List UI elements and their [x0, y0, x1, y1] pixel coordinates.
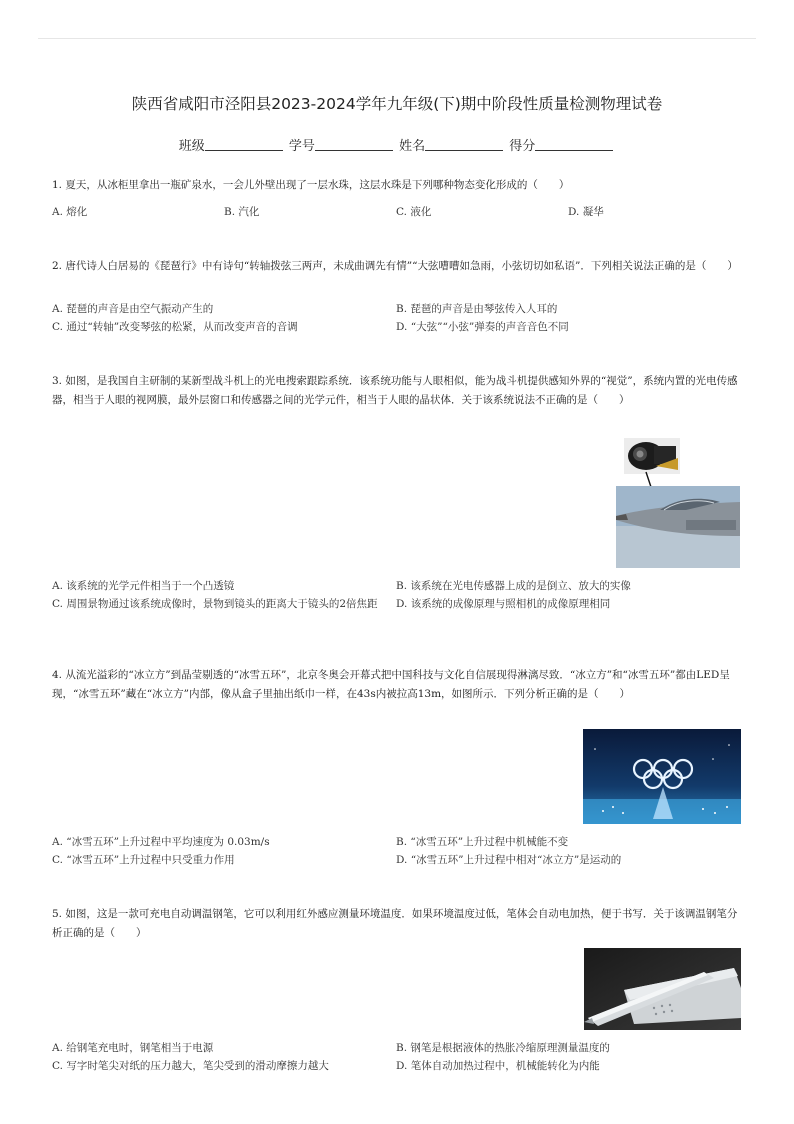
- heated-pen-figure: [584, 948, 741, 1030]
- score-blank[interactable]: [535, 138, 613, 151]
- q4-option-c[interactable]: C. “冰雪五环”上升过程中只受重力作用: [52, 854, 235, 866]
- question-2-stem: 2. 唐代诗人白居易的《琵琶行》中有诗句“转轴拨弦三两声，未成曲调先有情”“大弦嘈嘈如急雨，小弦切切如私语”．下列相关说法正确的是（ ）: [52, 260, 738, 272]
- q4-option-a[interactable]: A. “冰雪五环”上升过程中平均速度为 0.03m/s: [52, 836, 270, 848]
- fighter-jet-figure: [616, 436, 740, 568]
- class-blank[interactable]: [205, 138, 283, 151]
- q2-option-a[interactable]: A. 琵琶的声音是由空气振动产生的: [52, 303, 214, 315]
- question-3-stem: 3. 如图，是我国自主研制的某新型战斗机上的光电搜索跟踪系统．该系统功能与人眼相似，能为战斗机提供感知外界的“视觉”，系统内置的光电传感器，相当于人眼的视网膜，最外层窗口和传感器之间的光学元件，相当于人眼的晶状体．关于该系统说法不正确的是（ ）: [52, 375, 738, 406]
- q3-option-a[interactable]: A. 该系统的光学元件相当于一个凸透镜: [52, 580, 235, 592]
- question-1-stem: 1. 夏天，从冰柜里拿出一瓶矿泉水，一会儿外壁出现了一层水珠，这层水珠是下列哪种物态变化形成的（ ）: [52, 179, 570, 191]
- q2-option-d[interactable]: D. “大弦”“小弦”弹奏的声音音色不同: [396, 321, 569, 333]
- q2-option-c[interactable]: C. 通过“转轴”改变琴弦的松紧，从而改变声音的音调: [52, 321, 298, 333]
- q4-option-d[interactable]: D. “冰雪五环”上升过程中相对“冰立方”是运动的: [396, 854, 622, 866]
- class-label: 班级: [178, 139, 205, 154]
- student-number-label: 学号: [288, 139, 315, 154]
- page-title: 陕西省咸阳市泾阳县2023-2024学年九年级(下)期中阶段性质量检测物理试卷: [131, 95, 663, 113]
- q5-option-b[interactable]: B. 钢笔是根据液体的热胀冷缩原理测量温度的: [396, 1042, 610, 1054]
- header-divider: [38, 38, 756, 39]
- question-4-stem: 4. 从流光溢彩的“冰立方”到晶莹剔透的“冰雪五环”，北京冬奥会开幕式把中国科技与文化自信展现得淋漓尽致．“冰立方”和“冰雪五环”都由LED呈现，“冰雪五环”藏在“冰立方”内部，像从盒子里抽出纸巾一样，在43s内被拉高13m，如图所示．下列分析正确的是（ ）: [52, 669, 730, 700]
- name-blank[interactable]: [425, 138, 503, 151]
- student-info-line: [0, 135, 794, 154]
- q1-option-b[interactable]: B. 汽化: [224, 206, 260, 218]
- q5-option-d[interactable]: D. 笔体自动加热过程中，机械能转化为内能: [396, 1060, 600, 1072]
- olympic-rings-figure: [583, 729, 741, 824]
- q1-option-d[interactable]: D. 凝华: [568, 206, 604, 218]
- q1-option-c[interactable]: C. 液化: [396, 206, 432, 218]
- student-number-blank[interactable]: [315, 138, 393, 151]
- q3-option-c[interactable]: C. 周围景物通过该系统成像时，景物到镜头的距离大于镜头的2倍焦距: [52, 598, 378, 610]
- question-5-stem: 5. 如图，这是一款可充电自动调温钢笔，它可以利用红外感应测量环境温度．如果环境温度过低，笔体会自动电加热，便于书写．关于该调温钢笔分析正确的是（ ）: [52, 908, 738, 939]
- name-label: 姓名: [399, 139, 426, 154]
- q3-option-b[interactable]: B. 该系统在光电传感器上成的是倒立、放大的实像: [396, 580, 631, 592]
- q2-option-b[interactable]: B. 琵琶的声音是由琴弦传入人耳的: [396, 303, 558, 315]
- q4-option-b[interactable]: B. “冰雪五环”上升过程中机械能不变: [396, 836, 569, 848]
- q3-option-d[interactable]: D. 该系统的成像原理与照相机的成像原理相同: [396, 598, 611, 610]
- score-label: 得分: [509, 139, 536, 154]
- q5-option-c[interactable]: C. 写字时笔尖对纸的压力越大，笔尖受到的滑动摩擦力越大: [52, 1060, 329, 1072]
- q1-option-a[interactable]: A. 熔化: [52, 206, 88, 218]
- q5-option-a[interactable]: A. 给钢笔充电时，钢笔相当于电源: [52, 1042, 214, 1054]
